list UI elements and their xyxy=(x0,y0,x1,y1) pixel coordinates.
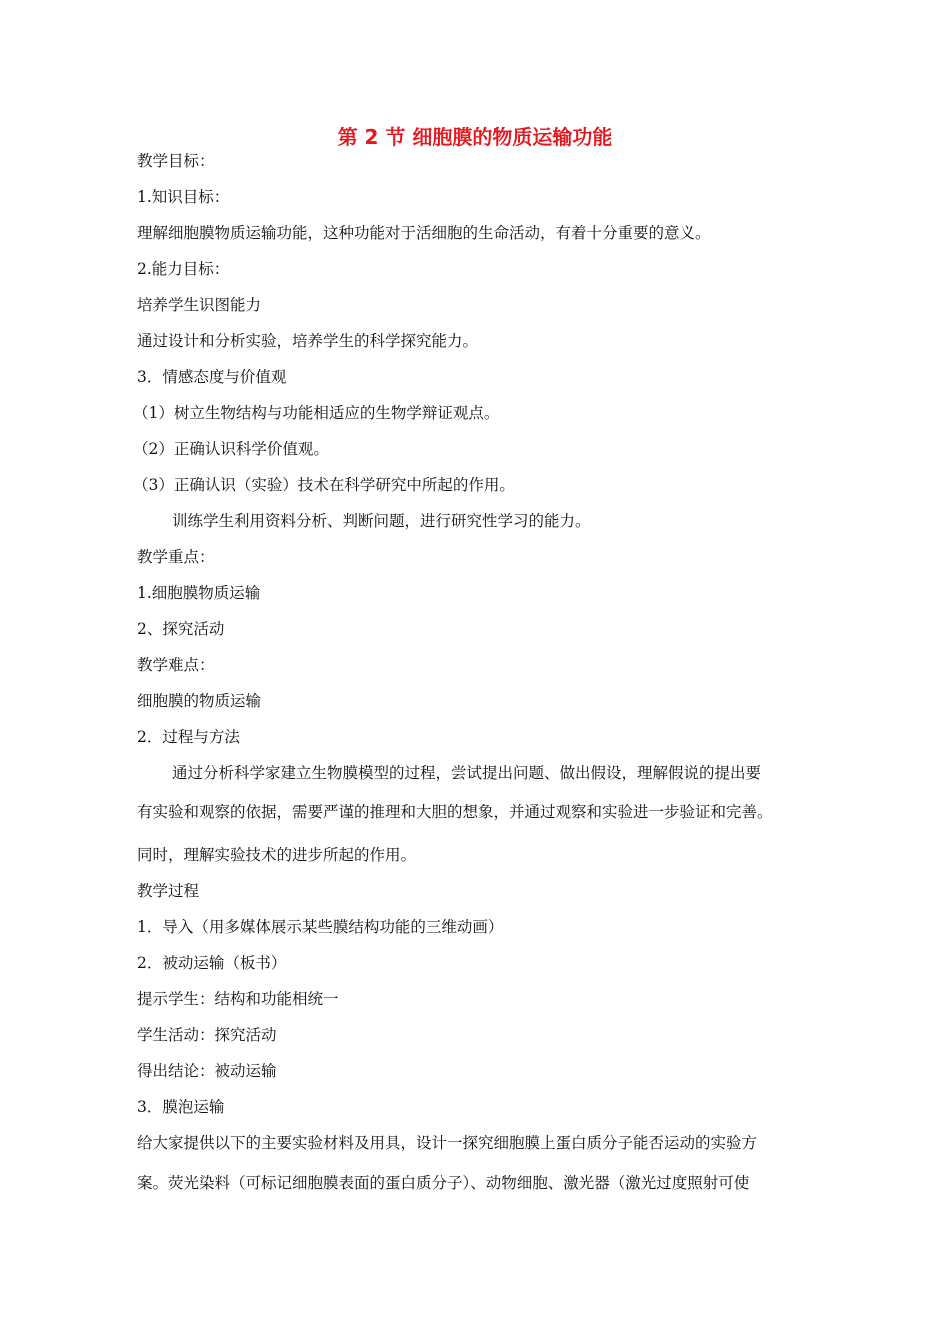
text-line: 教学过程 xyxy=(137,882,200,900)
text-line: 教学重点： xyxy=(137,548,215,566)
text-line: 1.知识目标： xyxy=(137,188,230,206)
text-line: 细胞膜的物质运输 xyxy=(137,692,262,710)
document-title: 第 2 节 细胞膜的物质运输功能 xyxy=(337,125,613,149)
text-line: 通过分析科学家建立生物膜模型的过程，尝试提出问题、做出假设，理解假说的提出要 xyxy=(172,764,762,782)
text-line: 训练学生利用资料分析、判断问题，进行研究性学习的能力。 xyxy=(172,512,591,530)
text-line: 同时，理解实验技术的进步所起的作用。 xyxy=(137,846,417,864)
text-line: 1.细胞膜物质运输 xyxy=(137,584,261,602)
text-line: 教学难点： xyxy=(137,656,215,674)
text-line: 提示学生：结构和功能相统一 xyxy=(137,990,339,1008)
text-line: 理解细胞膜物质运输功能，这种功能对于活细胞的生命活动，有着十分重要的意义。 xyxy=(137,224,711,242)
text-line: 2、探究活动 xyxy=(137,620,225,638)
text-line: 通过设计和分析实验，培养学生的科学探究能力。 xyxy=(137,332,479,350)
text-line: 有实验和观察的依据，需要严谨的推理和大胆的想象，并通过观察和实验进一步验证和完善。 xyxy=(137,803,773,821)
text-line: 培养学生识图能力 xyxy=(137,296,262,314)
text-line: 2.能力目标： xyxy=(137,260,230,278)
text-line: （3）正确认识（实验）技术在科学研究中所起的作用。 xyxy=(133,476,515,494)
text-line: 学生活动：探究活动 xyxy=(137,1026,277,1044)
text-line: 1．导入（用多媒体展示某些膜结构功能的三维动画） xyxy=(137,918,504,936)
text-line: 2．过程与方法 xyxy=(137,728,240,746)
text-line: 给大家提供以下的主要实验材料及用具，设计一探究细胞膜上蛋白质分子能否运动的实验方 xyxy=(137,1134,758,1152)
text-line: （1）树立生物结构与功能相适应的生物学辩证观点。 xyxy=(133,404,500,422)
text-line: 3．情感态度与价值观 xyxy=(137,368,287,386)
text-line: 案。荧光染料（可标记细胞膜表面的蛋白质分子）、动物细胞、激光器（激光过度照射可使 xyxy=(137,1174,750,1192)
text-line: 2．被动运输（板书） xyxy=(137,954,287,972)
text-line: （2）正确认识科学价值观。 xyxy=(133,440,329,458)
text-line: 得出结论：被动运输 xyxy=(137,1062,277,1080)
text-line: 教学目标： xyxy=(137,152,215,170)
text-line: 3．膜泡运输 xyxy=(137,1098,225,1116)
